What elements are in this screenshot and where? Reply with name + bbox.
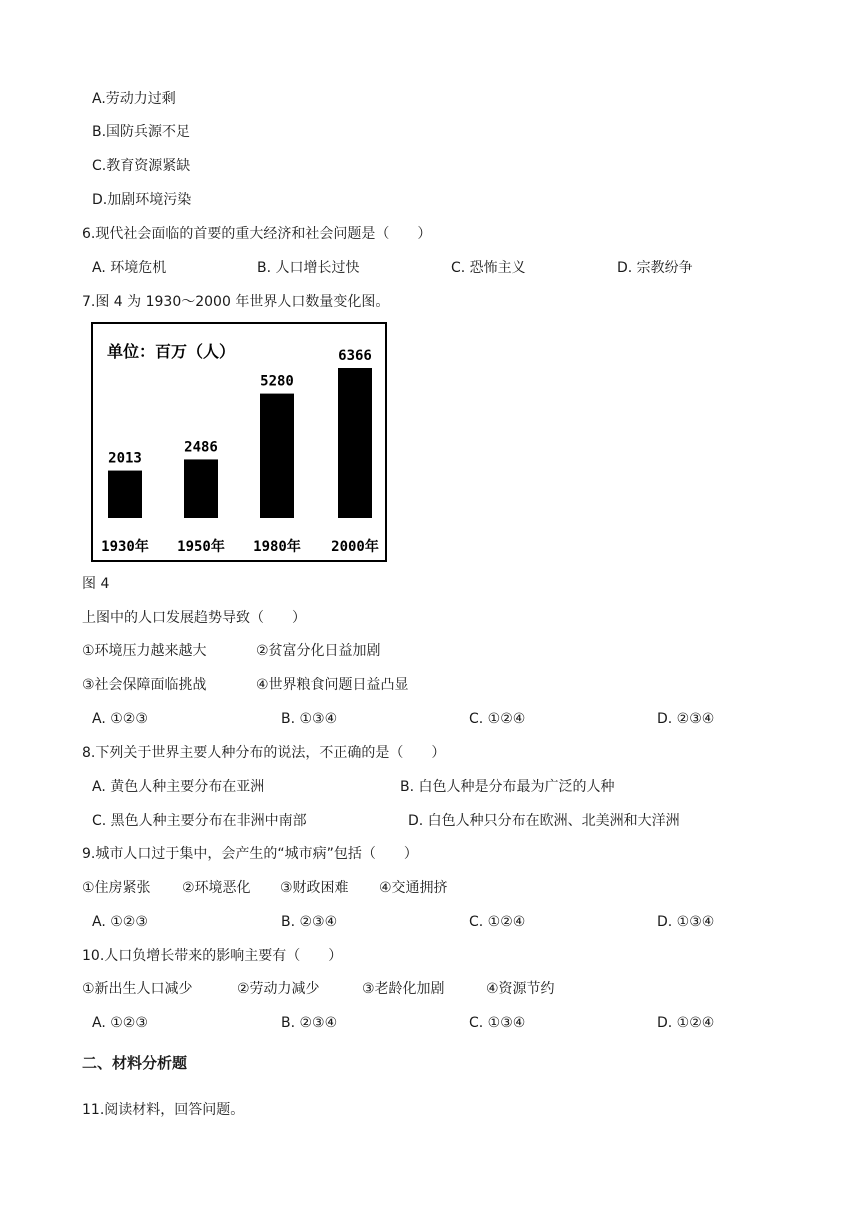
q9-option-c: C. ①②④ <box>469 914 526 930</box>
q7-item-1: ①环境压力越来越大 <box>82 643 207 659</box>
q6-option-d: D. 宗教纷争 <box>617 260 693 276</box>
q7-option-c: C. ①②④ <box>469 711 526 727</box>
bar-1950年 <box>184 459 218 518</box>
q10-options <box>0 1013 860 1033</box>
q6-stem: 6.现代社会面临的首要的重大经济和社会问题是（ ） <box>82 226 432 242</box>
chart-title: 单位：百万（人） <box>107 342 236 361</box>
q8-option-b: B. 白色人种是分布最为广泛的人种 <box>400 779 615 795</box>
q9-item-3: ③财政困难 <box>280 880 349 896</box>
q8-stem: 8.下列关于世界主要人种分布的说法，不正确的是（ ） <box>82 745 446 761</box>
q5-option-c: C.教育资源紧缺 <box>92 158 191 174</box>
q7-option-a: A. ①②③ <box>92 711 148 727</box>
q11-stem: 11.阅读材料，回答问题。 <box>82 1102 245 1118</box>
q5-option-a: A.劳动力过剩 <box>92 91 176 107</box>
q6-options <box>0 258 860 278</box>
q5-option-d: D.加剧环境污染 <box>92 192 192 208</box>
q7-options <box>0 709 860 729</box>
q7-items-row2 <box>0 675 860 695</box>
q10-option-c: C. ①③④ <box>469 1015 526 1031</box>
q10-item-4: ④资源节约 <box>486 981 555 997</box>
bar-1930年 <box>108 471 142 518</box>
q9-options <box>0 912 860 932</box>
q9-stem: 9.城市人口过于集中，会产生的“城市病”包括（ ） <box>82 846 418 862</box>
data-label-1980年: 5280 <box>260 373 294 390</box>
section-heading: 二、材料分析题 <box>82 1054 188 1072</box>
q9-items <box>0 878 860 898</box>
q8-options-row2 <box>0 811 860 831</box>
bar-2000年 <box>338 368 372 518</box>
q7-stem: 7.图 4 为 1930～2000 年世界人口数量变化图。 <box>82 294 390 310</box>
q7-items-row1 <box>0 641 860 661</box>
category-label-1950年: 1950年 <box>177 539 225 555</box>
data-label-1950年: 2486 <box>184 439 218 456</box>
q8-option-d: D. 白色人种只分布在欧洲、北美洲和大洋洲 <box>408 813 680 829</box>
q10-item-3: ③老龄化加剧 <box>362 981 445 997</box>
category-label-1980年: 1980年 <box>253 539 301 555</box>
q5-option-b: B.国防兵源不足 <box>92 124 191 140</box>
q9-option-d: D. ①③④ <box>657 914 715 930</box>
data-label-2000年: 6366 <box>338 348 372 364</box>
q7-item-3: ③社会保障面临挑战 <box>82 677 207 693</box>
q9-option-b: B. ②③④ <box>281 914 338 930</box>
figure-caption: 图 4 <box>82 576 110 592</box>
q6-option-b: B. 人口增长过快 <box>257 260 360 276</box>
q10-item-2: ②劳动力减少 <box>237 981 320 997</box>
q7-item-4: ④世界粮食问题日益凸显 <box>256 677 409 693</box>
q7-option-b: B. ①③④ <box>281 711 338 727</box>
population-bar-chart <box>91 322 387 562</box>
chart-svg <box>93 324 385 560</box>
q7-question: 上图中的人口发展趋势导致（ ） <box>82 610 306 626</box>
category-label-1930年: 1930年 <box>101 539 149 555</box>
q10-option-b: B. ②③④ <box>281 1015 338 1031</box>
q9-item-2: ②环境恶化 <box>182 880 251 896</box>
q10-item-1: ①新出生人口减少 <box>82 981 193 997</box>
q9-option-a: A. ①②③ <box>92 914 148 930</box>
q6-option-c: C. 恐怖主义 <box>451 260 526 276</box>
q10-option-d: D. ①②④ <box>657 1015 715 1031</box>
q8-option-c: C. 黑色人种主要分布在非洲中南部 <box>92 813 307 829</box>
q6-option-a: A. 环境危机 <box>92 260 167 276</box>
bar-1980年 <box>260 394 294 518</box>
q7-option-d: D. ②③④ <box>657 711 715 727</box>
category-label-2000年: 2000年 <box>331 539 379 555</box>
q10-option-a: A. ①②③ <box>92 1015 148 1031</box>
data-label-1930年: 2013 <box>108 450 142 467</box>
q9-item-1: ①住房紧张 <box>82 880 151 896</box>
q8-options-row1 <box>0 777 860 797</box>
q10-stem: 10.人口负增长带来的影响主要有（ ） <box>82 948 343 964</box>
q8-option-a: A. 黄色人种主要分布在亚洲 <box>92 779 265 795</box>
q10-items <box>0 979 860 999</box>
q7-item-2: ②贫富分化日益加剧 <box>256 643 381 659</box>
q9-item-4: ④交通拥挤 <box>379 880 448 896</box>
